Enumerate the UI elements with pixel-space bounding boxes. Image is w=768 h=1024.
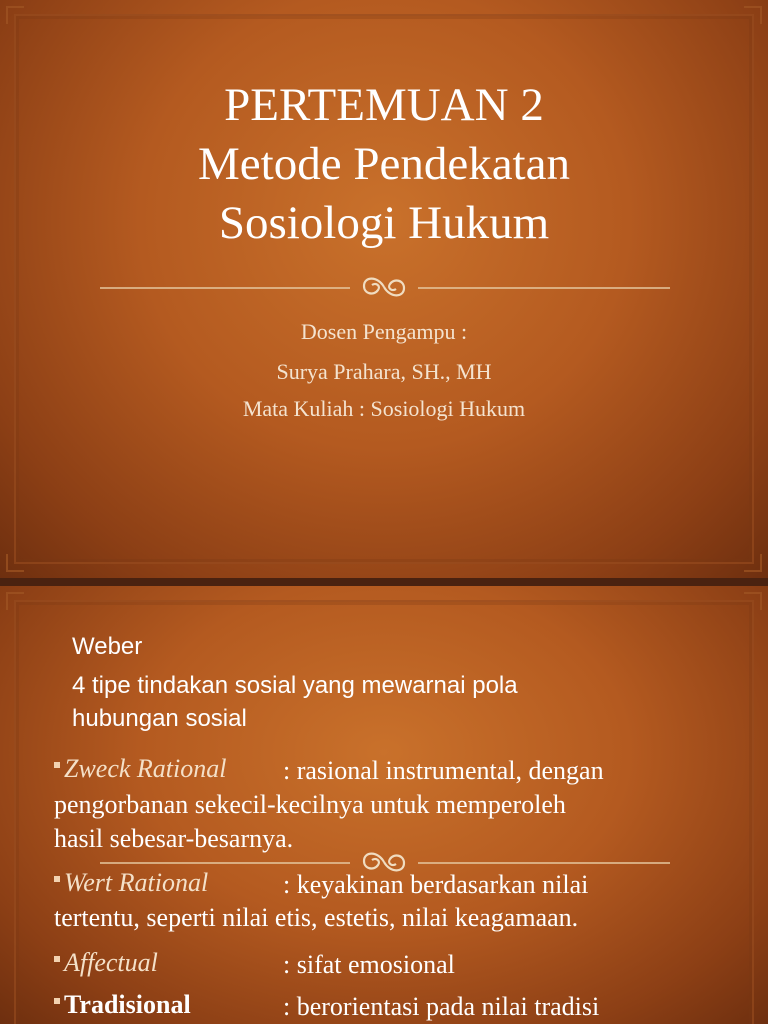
item-term: Zweck Rational [64, 754, 227, 783]
item-description: : sifat emosional [283, 950, 455, 979]
item-description: : keyakinan berdasarkan nilai [283, 870, 589, 899]
item-continuation: tertentu, seperti nilai etis, estetis, nilai keagamaan. [54, 903, 579, 932]
slide-title-line-1: PERTEMUAN 2 [224, 79, 544, 131]
corner-ornament [744, 592, 762, 610]
divider-line-right [418, 287, 670, 289]
corner-ornament [744, 554, 762, 572]
divider-line-right [418, 862, 670, 864]
lecturer-label: Dosen Pengampu : [300, 319, 468, 344]
slide-separator [0, 578, 768, 586]
item-term: Wert Rational [64, 868, 209, 897]
slide-title-line-3: Sosiologi Hukum [218, 197, 550, 249]
slide-heading: Weber [72, 633, 143, 660]
bullet-icon [54, 956, 60, 962]
item-term: Affectual [64, 948, 158, 977]
corner-ornament [744, 6, 762, 24]
item-continuation: pengorbanan sekecil-kecilnya untuk memperoleh [54, 790, 566, 819]
item-term: Tradisional [64, 990, 191, 1019]
corner-ornament [6, 592, 24, 610]
course-name: Mata Kuliah : Sosiologi Hukum [242, 396, 526, 421]
item-description: : berorientasi pada nilai tradisi [283, 992, 600, 1021]
item-description: : rasional instrumental, dengan [283, 756, 604, 785]
item-continuation: hasil sebesar-besarnya. [54, 824, 294, 853]
list-item [54, 948, 158, 978]
lecturer-name: Surya Prahara, SH., MH [276, 359, 492, 384]
bullet-icon [54, 998, 60, 1004]
divider-line-left [100, 862, 350, 864]
flourish-ornament-icon [358, 272, 410, 302]
slide-title-line-2: Metode Pendekatan [198, 138, 570, 190]
corner-ornament [6, 6, 24, 24]
bullet-icon [54, 762, 60, 768]
bullet-icon [54, 876, 60, 882]
intro-line-2: hubungan sosial [72, 705, 247, 732]
list-item [54, 754, 226, 784]
corner-ornament [6, 554, 24, 572]
intro-line-1: 4 tipe tindakan sosial yang mewarnai pola [72, 672, 518, 699]
list-item [54, 868, 208, 898]
divider-line-left [100, 287, 350, 289]
list-item [54, 990, 191, 1020]
